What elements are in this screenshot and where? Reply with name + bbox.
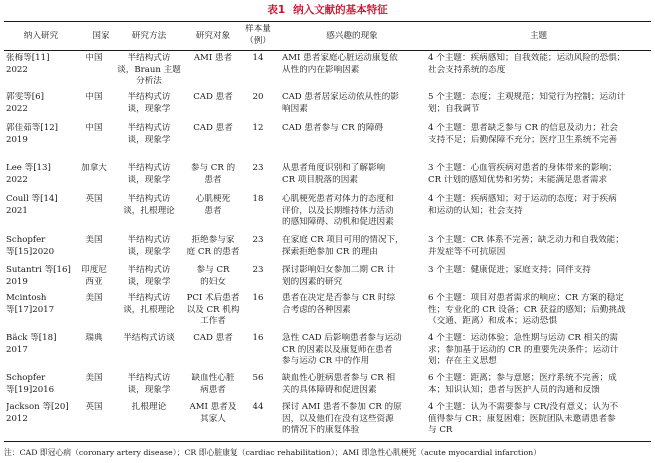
cell-method: 半结构式访 — [127, 194, 171, 204]
cell-subjects: 工作者 — [200, 316, 226, 327]
bottom-rule — [4, 441, 651, 442]
cell-country: 中国 — [85, 123, 103, 133]
cell-method: 半结构式访 — [127, 53, 171, 63]
cell-study: Jackson 等[20] — [6, 402, 69, 412]
cell-method: 半结构式访 — [127, 293, 171, 303]
cell-themes: 6 个主题：项目对患者需求的响应；CR 方案的稳定 — [428, 293, 624, 303]
cell-themes: 值得参与 CR；康复困难；医院团队未邀请患者参 — [428, 413, 616, 424]
cell-phenomenon: CR 的因素以及康复师在患者 — [282, 344, 393, 355]
cell-subjects: PCI 术后患者 — [186, 293, 240, 303]
cell-sample: 16 — [252, 333, 264, 343]
cell-themes: 并发症等不可抗原因 — [428, 246, 506, 257]
cell-method: 谈，现象学 — [127, 174, 171, 185]
header-sample-line2: （例） — [245, 36, 271, 46]
cell-subjects: 的妇女 — [200, 276, 226, 287]
cell-subjects: 拒绝参与家 — [191, 235, 235, 245]
cell-phenomenon: 划的因素的研究 — [282, 276, 343, 287]
cell-country: 中国 — [85, 53, 103, 63]
cell-study: Schopfer — [6, 373, 46, 383]
cell-country: 美国 — [85, 293, 103, 303]
cell-phenomenon: 心肌梗死患者对体力的态度和 — [282, 194, 394, 204]
cell-themes: （交通、距离）和成本；运动恐惧 — [428, 316, 557, 327]
cell-study: 等[19]2016 — [6, 384, 55, 395]
cell-method: 半结构式访谈 — [123, 333, 175, 343]
cell-country: 加拿大 — [81, 163, 107, 173]
cell-phenomenon: 急性 CAD 后影响患者参与运动 — [282, 333, 402, 343]
cell-study: 2019 — [6, 276, 28, 287]
cell-study: 2022 — [6, 64, 28, 75]
cell-study: Schopfer — [6, 235, 46, 245]
cell-sample: 56 — [252, 373, 264, 383]
cell-study: 2022 — [6, 174, 28, 185]
cell-themes: 支持不足；后勤保障不充分；医疗卫生系统不完善 — [428, 134, 618, 145]
cell-subjects: 病患者 — [200, 384, 226, 395]
cell-method: 谈，扎根理论 — [123, 205, 175, 216]
cell-phenomenon: 从性的内在影响因素 — [282, 64, 360, 75]
cell-sample: 18 — [252, 194, 264, 204]
cell-study: 张梅等[11] — [6, 53, 50, 63]
cell-method: 半结构式访 — [127, 123, 171, 133]
cell-subjects: 缺血性心脏 — [191, 373, 235, 383]
table-title-text: 纳入文献的基本特征 — [293, 4, 388, 16]
cell-method: 谈，扎根理论 — [123, 304, 175, 315]
cell-phenomenon: 在家庭 CR 项目可用的情况下， — [282, 235, 404, 245]
cell-study: 郭雯等[6] — [6, 92, 44, 102]
cell-study: Bäck 等[18] — [6, 333, 57, 343]
cell-phenomenon: 的情况下的康复体验 — [282, 425, 360, 436]
cell-country: 中国 — [85, 92, 103, 102]
cell-themes: 4 个主题：疾病感知；对于运动的态度；对于疾病 — [428, 194, 617, 204]
cell-subjects: 患者 — [204, 174, 222, 185]
cell-study: Coull 等[14] — [6, 194, 58, 204]
cell-method: 扎根理论 — [131, 402, 167, 412]
cell-study: 2012 — [6, 413, 28, 424]
cell-country: 美国 — [85, 373, 103, 383]
cell-study: Lee 等[13] — [6, 163, 51, 173]
cell-study: 郭佳茹等[12] — [6, 123, 59, 133]
cell-phenomenon: 合考虑的各种因素 — [282, 304, 351, 315]
cell-method: 半结构式访 — [127, 373, 171, 383]
cell-themes: 性；专业化的 CR 设备；CR 获益的感知；后勤挑战 — [428, 304, 626, 315]
cell-sample: 12 — [252, 123, 264, 133]
cell-subjects: 庭 CR 的患者 — [186, 246, 240, 257]
cell-sample: 44 — [252, 402, 264, 412]
cell-method: 半结构式访 — [127, 235, 171, 245]
header-method: 研究方法 — [131, 31, 167, 41]
header-rule — [4, 50, 651, 51]
cell-themes: 本；知识认知；患者与医护人员的沟通和反馈 — [428, 384, 600, 395]
cell-phenomenon: CAD 患者参与 CR 的障碍 — [282, 123, 384, 133]
cell-sample: 20 — [252, 92, 264, 102]
cell-subjects: AMI 患者 — [193, 53, 233, 63]
cell-themes: 4 个主题：疾病感知；自我效能；运动风险的恐惧； — [428, 53, 626, 63]
table-number: 表1 — [267, 4, 286, 16]
table-title — [0, 2, 655, 17]
cell-country: 瑞典 — [85, 333, 103, 343]
cell-sample: 23 — [252, 265, 264, 275]
cell-phenomenon: 关的具体障碍和促进因素 — [282, 384, 377, 395]
cell-study: 等[17]2017 — [6, 304, 55, 315]
cell-themes: 4 个主题：患者缺乏参与 CR 的信息及动力；社会 — [428, 123, 618, 133]
cell-country: 西亚 — [85, 276, 103, 287]
header-sample-line1: 样本量 — [245, 24, 271, 34]
cell-phenomenon: CAD 患者居家运动依从性的影 — [282, 92, 399, 102]
cell-phenomenon: 缺血性心脏病患者参与 CR 相 — [282, 373, 396, 383]
cell-phenomenon: 探讨影响妇女参加二期 CR 计 — [282, 265, 396, 275]
header-themes: 主题 — [529, 31, 548, 41]
cell-phenomenon: 因，以及他们在没有这些资源 — [282, 413, 394, 424]
cell-method: 分析法 — [136, 76, 162, 87]
cell-phenomenon: 响因素 — [282, 103, 308, 114]
cell-themes: 3 个主题：CR 体系不完善；缺乏动力和自我效能； — [428, 235, 624, 245]
header-subjects: 研究对象 — [195, 31, 231, 41]
cell-themes: 与 CR — [428, 425, 453, 436]
cell-themes: 3 个主题：心血管疾病对患者的身体带来的影响； — [428, 163, 617, 173]
cell-study: 等[15]2020 — [6, 246, 55, 257]
cell-method: 谈，现象学 — [127, 134, 171, 145]
table-footnote: 注：CAD 即冠心病（coronary artery disease）；CR 即心脏康复（cardiac rehabilitation）；AMI 即急性心肌梗死（acute myocardial infarction） — [4, 448, 542, 457]
cell-country: 印度尼 — [81, 265, 107, 275]
cell-phenomenon: CR 项目脱落的因素 — [282, 174, 358, 185]
cell-themes: 求；参加基于运动的 CR 的重要先决条件；运动计 — [428, 344, 619, 355]
cell-themes: 6 个主题：距离；参与意愿；医疗系统不完善；成 — [428, 373, 617, 383]
cell-themes: 社会支持系统的态度 — [428, 64, 506, 75]
cell-subjects: 心肌梗死 — [195, 194, 231, 204]
cell-study: 2017 — [6, 344, 28, 355]
cell-phenomenon: 患者在决定是否参与 CR 时综 — [282, 293, 396, 303]
header-country: 国家 — [92, 31, 110, 41]
cell-subjects: CAD 患者 — [193, 123, 233, 133]
cell-country: 美国 — [85, 235, 103, 245]
cell-themes: 4 个主题：运动体验；急性期与运动 CR 相关的需 — [428, 333, 618, 343]
cell-subjects: CAD 患者 — [193, 333, 233, 343]
cell-phenomenon: 参与运动 CR 中的作用 — [282, 356, 370, 367]
cell-sample: 23 — [252, 163, 264, 173]
cell-themes: 划；自我调节 — [428, 103, 480, 114]
cell-subjects: 以及 CR 机构 — [186, 304, 240, 315]
header-phenomenon: 感兴趣的现象 — [326, 31, 378, 41]
cell-sample: 23 — [252, 235, 264, 245]
cell-themes: 和运动的认知；社会支持 — [428, 205, 523, 216]
cell-method: 半结构式访 — [127, 265, 171, 275]
cell-method: 半结构式访 — [127, 163, 171, 173]
cell-themes: CR 计划的感知优势和劣势；未能满足患者需求 — [428, 174, 608, 185]
cell-country: 英国 — [85, 402, 103, 412]
cell-method: 谈，现象学 — [127, 103, 171, 114]
cell-subjects: 参与 CR 的 — [190, 163, 236, 173]
cell-study: Sutantri 等[16] — [6, 265, 71, 275]
cell-phenomenon: 从患者角度识别和了解影响 — [282, 163, 386, 173]
cell-method: 谈，Braun 主题 — [117, 64, 181, 75]
cell-themes: 5 个主题：态度；主观规范；知觉行为控制；运动计 — [428, 92, 626, 102]
cell-subjects: CAD 患者 — [193, 92, 233, 102]
cell-phenomenon: 的感知障碍、动机和促进因素 — [282, 217, 394, 228]
cell-subjects: 参与 CR — [196, 265, 230, 275]
cell-subjects: 其家人 — [200, 413, 226, 424]
cell-themes: 划；存在主义思想 — [428, 356, 497, 367]
cell-subjects: AMI 患者及 — [189, 402, 237, 412]
cell-themes: 3 个主题：健康促进；家庭支持；同伴支持 — [428, 265, 591, 275]
cell-themes: 4 个主题：认为不需要参与 CR/没有意义；认为不 — [428, 402, 619, 412]
cell-study: 2022 — [6, 103, 28, 114]
cell-sample: 14 — [252, 53, 264, 63]
cell-phenomenon: AMI 患者家庭心脏运动康复依 — [282, 53, 398, 63]
cell-study: Mcintosh — [6, 293, 47, 303]
header-study: 纳入研究 — [23, 31, 59, 41]
top-rule — [4, 21, 651, 22]
cell-sample: 16 — [252, 293, 264, 303]
cell-subjects: 患者 — [204, 205, 222, 216]
cell-study: 2019 — [6, 134, 28, 145]
cell-method: 谈，现象学 — [127, 246, 171, 257]
cell-phenomenon: 探索拒绝参加 CR 的理由 — [282, 246, 378, 257]
cell-study: 2021 — [6, 205, 28, 216]
cell-phenomenon: 评价，以及长期维持体力活动 — [282, 205, 394, 216]
cell-country: 英国 — [85, 194, 103, 204]
cell-phenomenon: 探讨 AMI 患者不参加 CR 的原 — [282, 402, 402, 412]
cell-method: 谈，现象学 — [127, 384, 171, 395]
cell-method: 谈，现象学 — [127, 276, 171, 287]
cell-method: 半结构式访 — [127, 92, 171, 102]
